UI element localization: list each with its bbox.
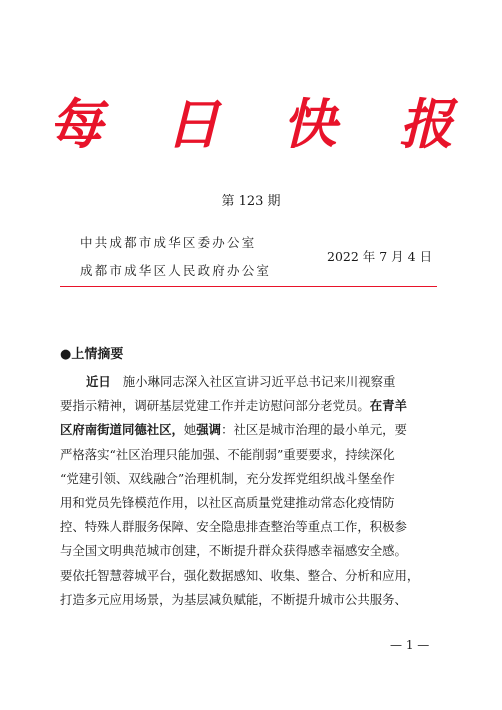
page-number: — 1 — (390, 638, 430, 652)
issue-date: 2022 年 7 月 4 日 (327, 249, 433, 264)
article-line: 控、特殊人群服务保障、安全隐患排查整治等重点工作，积极参 (60, 519, 407, 535)
lead-label: 近日 (86, 374, 111, 389)
issuer-org-party: 中共成都市成华区委办公室 (80, 235, 257, 250)
article-emphasis: 强调 (196, 422, 222, 438)
article-text: 要指示精神，调研基层党建工作并走访慰问部分老党员。 (60, 398, 370, 414)
article-line (60, 394, 440, 418)
header-divider (60, 286, 437, 287)
masthead-title: 每 日 快 报 (48, 92, 476, 156)
issuer-org-government: 成都市成华区人民政府办公室 (80, 263, 272, 278)
article-line (60, 370, 440, 394)
article-line: 要依托智慧蓉城平台，强化数据感知、收集、整合、分析和应用， (60, 567, 420, 583)
article-line: 与全国文明典范城市创建，不断提升群众获得感幸福感安全感。 (60, 543, 407, 559)
article-line: 用和党员先锋模范作用，以社区高质量党建推动常态化疫情防 (60, 494, 395, 510)
article-line: “党建引领、双线融合”治理机制，充分发挥党组织战斗堡垒作 (60, 470, 395, 486)
article-line: 严格落实“社区治理只能加强、不能削弱”重要要求，持续深化 (60, 446, 395, 462)
section-title: ●上情摘要 (60, 347, 124, 362)
article-text: 她 (183, 422, 197, 438)
issue-number: 第 123 期 (221, 194, 281, 209)
article-emphasis: 区府南街道同德社区， (60, 422, 184, 438)
article-emphasis: 在青羊 (369, 398, 407, 414)
article-body (60, 370, 440, 612)
article-text: 施小琳同志深入社区宣讲习近平总书记来川视察重 (122, 374, 396, 389)
article-line (60, 418, 440, 442)
article-line: 打造多元应用场景，为基层减负赋能，不断提升城市公共服务、 (60, 591, 407, 607)
article-text: ：社区是城市治理的最小单元，要 (221, 422, 407, 438)
